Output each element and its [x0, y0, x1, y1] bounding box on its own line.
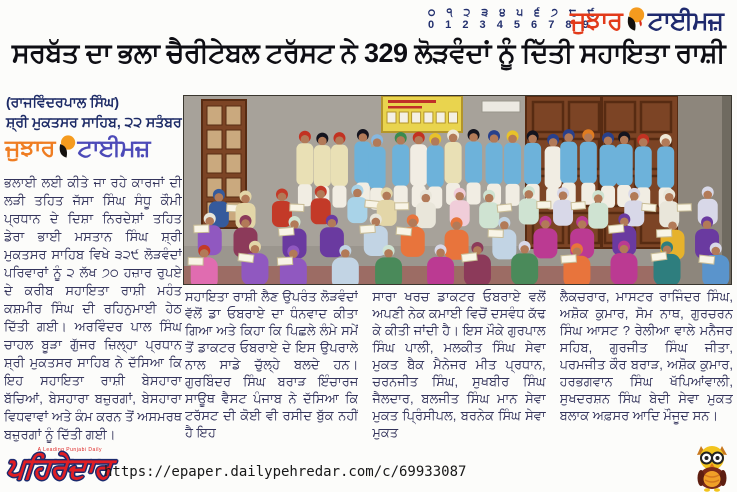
article-column-1: ਸਹਾਇਤਾ ਰਾਸ਼ੀ ਲੈਣ ਉਪਰੰਤ ਲੋੜਵੰਦਾਂ ਵੱਲੋਂ ਡਾ ਓਬਰਾਏ ਦਾ ਧੰਨਵਾਦ ਕੀਤਾ ਗਿਆ ਅਤੇ ਕਿਹਾ ਕਿ ਪਿਛਲੇ ਲੰਮੇ ਸਮੇਂ ਤੋਂ ਡਾਕਟਰ ਓਬਰਾਏ ਦੇ ਇਸ ਉਪਰਾਲੇ ਨਾਲ ਸਾਡੇ ਚੁੱਲ੍ਹੇ ਬਲਦੇ ਹਨ। ਗੁਰਬਿੰਦਰ ਸਿੰਘ ਬਰਾੜ ਇੰਚਾਰਜ ਸਾਊਥ ਵੈਸਟ ਪੰਜਾਬ ਨੇ ਦੱਸਿਆ ਕਿ ਟਰੱਸਟ ਦੀ ਕੋਈ ਵੀ ਰਸੀਦ ਬੁੱਕ ਨਹੀਂ ਹੈ ਇਹ — [185, 289, 359, 440]
article-columns — [185, 288, 733, 456]
news-photo — [183, 95, 732, 285]
pehredar-slogan: A Leading Punjabi Daily — [37, 447, 102, 453]
article-column-3: ਲੈਕਚਰਾਰ, ਮਾਸਟਰ ਰਾਜਿੰਦਰ ਸਿੰਘ, ਅਸ਼ੋਕ ਕੁਮਾਰ, ਸੋਮ ਨਾਥ, ਗੁਰਚਰਨ ਸਿੰਘ ਆਸਟ ? ਰੇਲੀਆ ਵਾਲੇ ਮਨੈਜਰ ਸਹਿਬ, ਗੁਰਜੀਤ ਸਿੰਘ ਜੀਤਾ, ਪਰਮਜੀਤ ਕੌਰ ਬਰਾੜ, ਅਸ਼ੋਕ ਕੁਮਾਰ, ਹਰਭਗਵਾਨ ਸਿੰਘ ਖੱਪਿਆਂਵਾਲੀ, ਸੁਖਦਰਸ਼ਨ ਸਿੰਘ ਬੇਦੀ ਸੇਵਾ ਮੁਕਤ ਬਲਾਕ ਅਫ਼ਸਰ ਆਦਿ ਮੌਜੂਦ ਸਨ। — [559, 289, 733, 423]
numeral-key-latin: 0 1 2 3 4 5 6 7 8 9 — [428, 19, 593, 31]
article-headline: ਸਰਬੱਤ ਦਾ ਭਲਾ ਚੈਰੀਟੇਬਲ ਟਰੱਸਟ ਨੇ 329 ਲੋੜਵੰਦਾਂ ਨੂੰ ਦਿੱਤੀ ਸਹਾਇਤਾ ਰਾਸ਼ੀ — [11, 38, 726, 68]
dateline: ਸ਼੍ਰੀ ਮੁਕਤਸਰ ਸਾਹਿਬ, ੨੨ ਸਤੰਬਰ — [6, 114, 182, 130]
article-lead-paragraph: ਭਲਾਈ ਲਈ ਕੀਤੇ ਜਾ ਰਹੇ ਕਾਰਜਾਂ ਦੀ ਲੜੀ ਤਹਿਤ ਜੱਸਾ ਸਿੰਘ ਸੰਧੂ ਕੌਮੀ ਪ੍ਰਧਾਨ ਦੇ ਦਿਸ਼ਾ ਨਿਰਦੇਸ਼ਾਂ ਤਹਿਤ ਡੇਰਾ ਭਾਈ ਮਸਤਾਨ ਸਿੰਘ ਸ਼੍ਰੀ ਮੁਕਤਸਰ ਸਾਹਿਬ ਵਿਖੇ ੩੨੯ ਲੋੜਵੰਦਾਂ ਪਰਿਵਾਰਾਂ ਨੂੰ ੨ ਲੱਖ ੭੦ ਹਜ਼ਾਰ ਰੁਪਏ ਦੇ ਕਰੀਬ ਸਹਾਇਤਾ ਰਾਸ਼ੀ ਮਹੰਤ ਕਸ਼ਮੀਰ ਸਿੰਘ ਦੀ ਰਹਿਨੁਮਾਈ ਹੇਠ ਦਿੱਤੀ ਗਈ। ਅਰਵਿੰਦਰ ਪਾਲ ਸਿੰਘ ਚਾਹਲ ਬੂੜਾ ਗੁੱਜਰ ਜ਼ਿਲ੍ਹਾ ਪ੍ਰਧਾਨ ਸ਼੍ਰੀ ਮੁਕਤਸਰ ਸਾਹਿਬ ਨੇ ਦੱਸਿਆ ਕਿ ਇਹ ਸਹਾਇਤਾ ਰਾਸ਼ੀ ਬੇਸਹਾਰਾ ਬੱਚਿਆਂ, ਬੇਸਹਾਰਾ ਬਜ਼ੁਰਗਾਂ, ਬੇਸਹਾਰਾ ਵਿਧਵਾਵਾਂ ਅਤੇ ਕੰਮ ਕਰਨ ਤੋਂ ਅਸਮਰਥ ਬਜ਼ੁਰਗਾਂ ਨੂੰ ਦਿੱਤੀ ਗਈ। — [4, 175, 182, 442]
epaper-url-link[interactable]: https://epaper.dailypehredar.com/c/69933087 — [104, 464, 467, 480]
pehredar-logo: ਪਹਿਰੇਦਾਰ — [4, 453, 112, 485]
column-logo — [5, 134, 149, 164]
masthead-logo-word1: ਜੁਝਾਰ — [570, 7, 622, 35]
article-column-2: ਸਾਰਾ ਖਰਚ ਡਾਕਟਰ ਓਬਰਾਏ ਵਲੋਂ ਅਪਣੀ ਨੇਕ ਕਮਾਈ ਵਿਚੋਂ ਦਸਵੰਧ ਕੱਢ ਕੇ ਕੀਤੀ ਜਾਂਦੀ ਹੈ। ਇਸ ਮੌਕੇ ਗੁਰਪਾਲ ਸਿੰਘ ਪਾਲੀ, ਮਲਕੀਤ ਸਿੰਘ ਸੇਵਾ ਮੁਕਤ ਬੈਕ ਮੈਨੇਜਰ ਮੀਤ ਪ੍ਰਧਾਨ, ਚਰਨਜੀਤ ਸਿੰਘ, ਸੁਖਬੀਰ ਸਿੰਘ ਜੈਲਦਾਰ, ਬਲਜੀਤ ਸਿੰਘ ਮਾਨ ਸੇਵਾ ਮੁਕਤ ਪ੍ਰਿੰਸੀਪਲ, ਬਰਨੇਕ ਸਿੰਘ ਸੇਵਾ ਮੁਕਤ — [372, 289, 546, 440]
column-logo-word1: ਜੁਝਾਰ — [5, 135, 55, 162]
pehredar-brand-block — [4, 447, 112, 485]
masthead-logo-word2: ਟਾਈਮਜ਼ — [647, 7, 723, 35]
jujhar-logo-mark-icon — [625, 6, 645, 37]
numeral-key-gurmukhi: ੦ ੧ ੨ ੩ ੪ ੫ ੬ ੭ ੮ ੯ — [428, 7, 599, 19]
owl-mascot-icon — [692, 442, 732, 492]
numeral-key — [428, 7, 599, 31]
jujhar-logo-mark-icon — [57, 134, 76, 164]
byline-block — [6, 92, 182, 132]
column-logo-word2: ਟਾਈਮਜ਼ — [77, 135, 150, 162]
reporter-byline: (ਰਾਜਵਿੰਦਰਪਾਲ ਸਿੰਘ) — [6, 94, 120, 110]
group-photo-illustration — [184, 96, 731, 284]
masthead-logo-top — [570, 6, 723, 37]
